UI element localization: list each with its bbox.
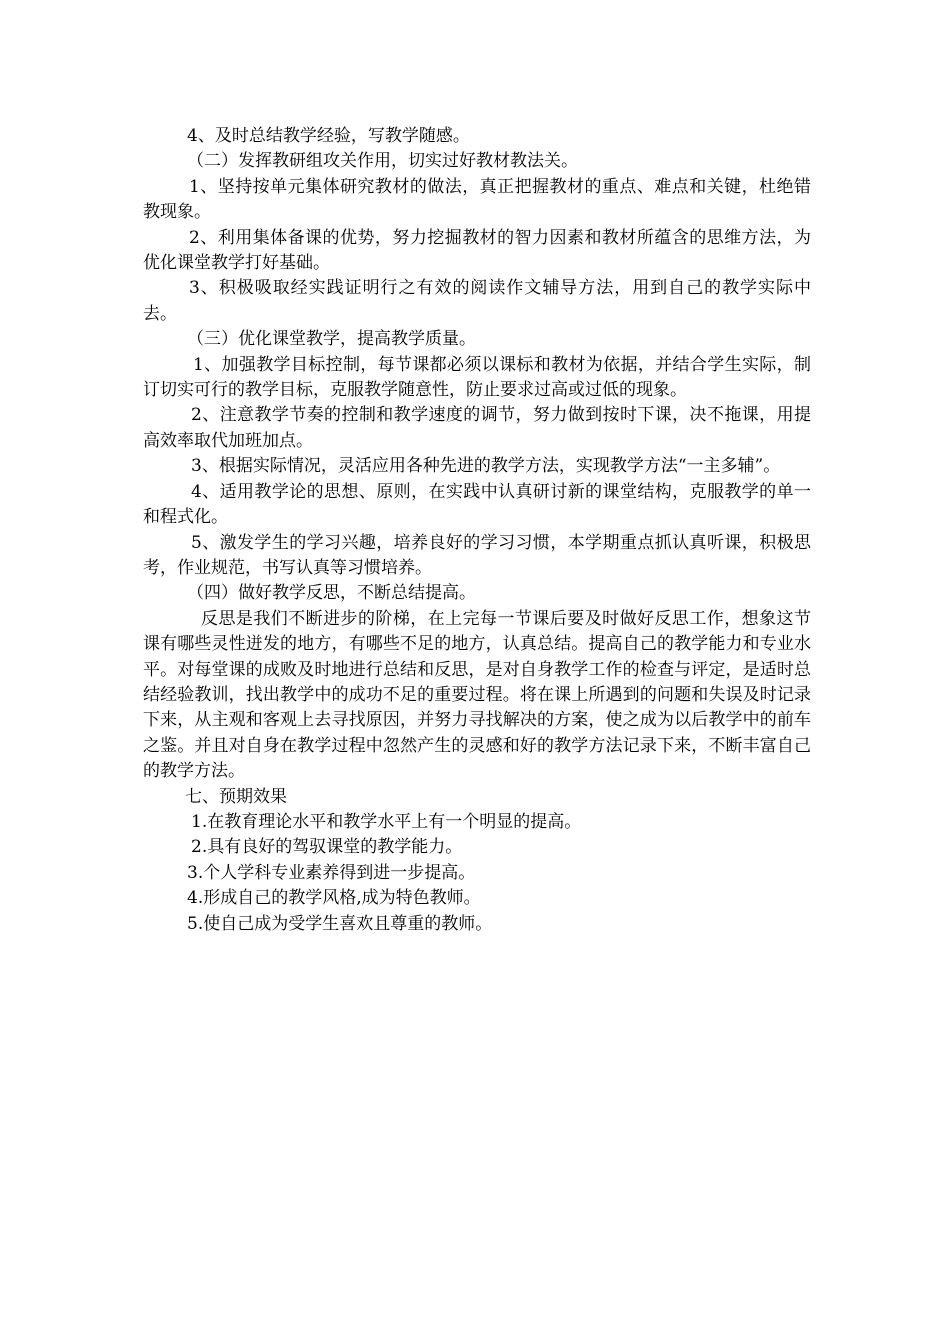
section-heading-4: （四）做好教学反思，不断总结提高。	[187, 583, 476, 604]
paragraph-item-2-3: 3、积极吸取经实践证明行之有效的阅读作文辅导方法，用到自己的教学实际中去。	[143, 278, 811, 324]
list-item: 3.个人学科专业素养得到进一步提高。	[187, 862, 476, 883]
list-item: 5.使自己成为受学生喜欢且尊重的教师。	[187, 913, 493, 934]
paragraph-item-3-5: 5、激发学生的学习兴趣，培养良好的学习习惯，本学期重点抓认真听课，积极思考，作业规范，书写认真等习惯培养。	[143, 532, 811, 578]
paragraph-item-3-4: 4、适用教学论的思想、原则，在实践中认真研讨新的课堂结构，克服教学的单一和程式化。	[143, 481, 811, 528]
paragraph-item-2-2: 2、利用集体备课的优势，努力挖掘教材的智力因素和教材所蕴含的思维方法，为优化课堂教学打好基础。	[143, 227, 811, 274]
paragraph-item-2-1: 1、坚持按单元集体研究教材的做法，真正把握教材的重点、难点和关键，杜绝错教现象。	[143, 176, 811, 223]
expected-results-list	[143, 810, 811, 937]
paragraph-item-4: 4、及时总结教学经验，写教学随感。	[187, 126, 470, 146]
list-item: 4.形成自己的教学风格,成为特色教师。	[187, 888, 481, 909]
paragraph-item-3-3: 3、根据实际情况，灵活应用各种先进的教学方法，实现教学方法“一主多辅”。	[191, 456, 781, 477]
paragraph-item-3-1: 1、加强教学目标控制，每节课都必须以课标和教材为依据，并结合学生实际，制订切实可行的教学目标，克服教学随意性，防止要求过高或过低的现象。	[143, 354, 811, 401]
list-item: 1.在教育理论水平和教学水平上有一个明显的提高。	[191, 811, 582, 832]
section-heading-7: 七、预期效果	[185, 786, 287, 807]
section-heading-2: （二）发挥教研组攻关作用，切实过好教材教法关。	[187, 151, 578, 172]
document-body	[143, 124, 811, 937]
paragraph-item-3-2: 2、注意教学节奏的控制和教学速度的调节，努力做到按时下课，决不拖课，用提高效率取代加班加点。	[143, 405, 811, 451]
paragraph-reflection: 反思是我们不断进步的阶梯，在上完每一节课后要及时做好反思工作，想象这节课有哪些灵性迸发的地方，有哪些不足的地方，认真总结。提高自己的教学能力和专业水平。对每堂课的成败及时地进行总结和反思，是对自身教学工作的检查与评定，是适时总结经验教训，找出教学中的成功不足的重要过程。将在课上所遇到的问题和失误及时记录下来，从主观和客观上去寻找原因，并努力寻找解决的方案，使之成为以后教学中的前车之鉴。并且对自身在教学过程中忽然产生的灵感和好的教学方法记录下来，不断丰富自己的教学方法。	[143, 608, 811, 782]
list-item: 2.具有良好的驾驭课堂的教学能力。	[191, 837, 463, 858]
section-heading-3: （三）优化课堂教学，提高教学质量。	[187, 329, 476, 350]
